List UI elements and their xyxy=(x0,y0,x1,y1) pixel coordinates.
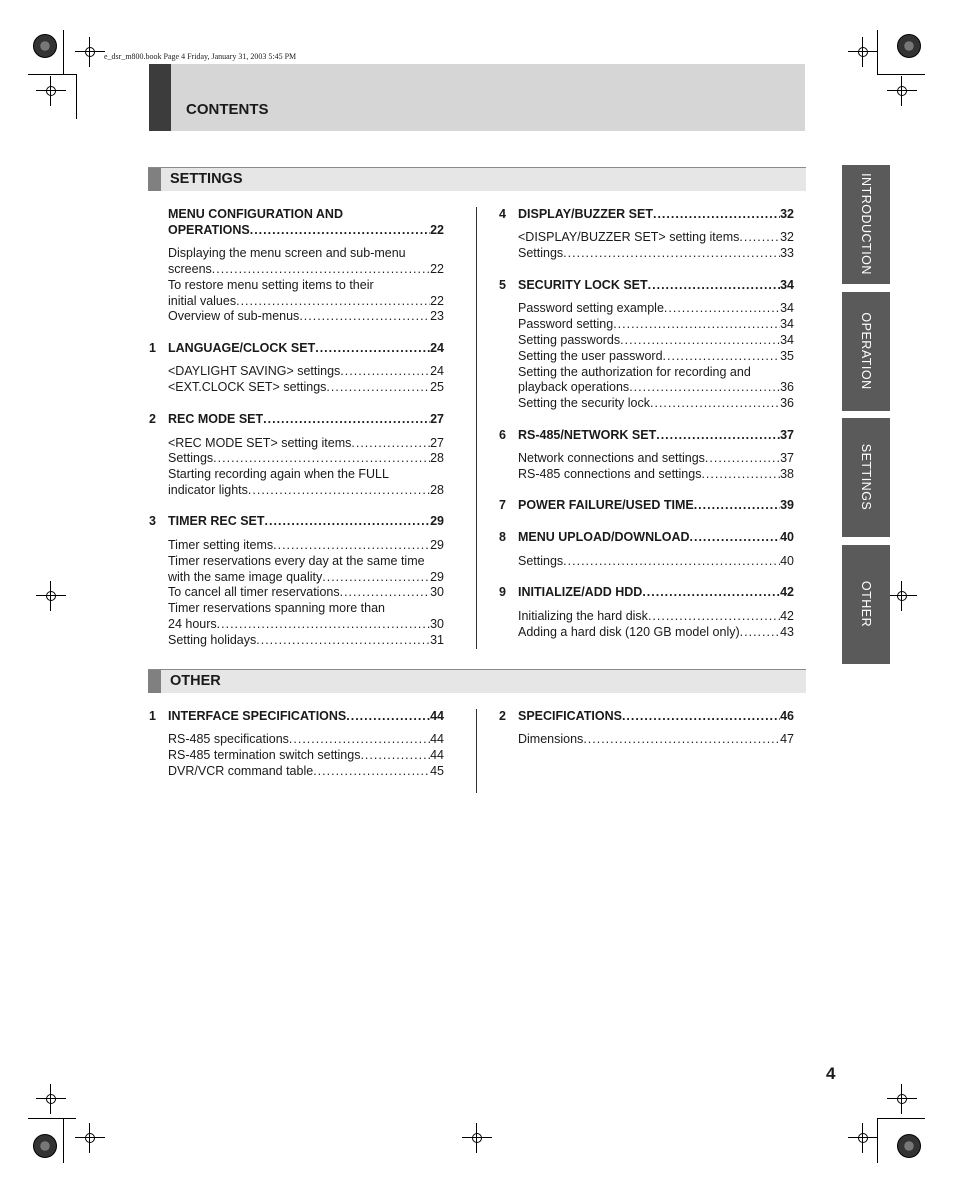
page-ref: 40 xyxy=(780,554,794,568)
file-header: e_dsr_m800.book Page 4 Friday, January 31, 2003 5:45 PM xyxy=(104,52,297,61)
toc-entry[interactable] xyxy=(518,300,794,316)
toc-entry[interactable] xyxy=(168,616,444,632)
page-ref: 22 xyxy=(430,223,444,237)
chapter-entry[interactable] xyxy=(518,277,794,293)
entry-text: <DISPLAY/BUZZER SET> setting items xyxy=(518,230,740,244)
toc-entry[interactable] xyxy=(168,482,444,498)
entry-text: TIMER REC SET xyxy=(168,514,265,528)
chapter-title: MENU CONFIGURATION AND xyxy=(168,207,343,221)
toc-entry[interactable] xyxy=(168,569,444,585)
page-ref: 37 xyxy=(780,451,794,465)
page-ref: 43 xyxy=(780,625,794,639)
crosshair-icon xyxy=(83,1131,97,1145)
entry-text: MENU UPLOAD/DOWNLOAD xyxy=(518,530,690,544)
entry-text: playback operations xyxy=(518,380,630,394)
side-tab-operation[interactable] xyxy=(842,292,890,411)
page-ref: 27 xyxy=(430,436,444,450)
toc-entry-line[interactable]: Displaying the menu screen and sub-menu xyxy=(168,246,406,260)
toc-entry[interactable] xyxy=(168,584,444,600)
toc-entry-line[interactable]: To restore menu setting items to their xyxy=(168,278,374,292)
side-tab-other[interactable] xyxy=(842,545,890,664)
entry-text: Password setting xyxy=(518,317,614,331)
chapter-number: 7 xyxy=(499,498,506,512)
page-ref: 25 xyxy=(430,380,444,394)
entry-text: To cancel all timer reservations xyxy=(168,585,340,599)
page-ref: 44 xyxy=(430,732,444,746)
entry-text: Overview of sub-menus xyxy=(168,309,300,323)
entry-text: initial values xyxy=(168,294,237,308)
toc-entry[interactable] xyxy=(518,450,794,466)
crosshair-icon xyxy=(44,84,58,98)
section-accent xyxy=(148,168,161,191)
toc-entry[interactable] xyxy=(518,379,794,395)
page-ref: 23 xyxy=(430,309,444,323)
page-ref: 28 xyxy=(430,451,444,465)
page-ref: 34 xyxy=(780,317,794,331)
toc-entry[interactable] xyxy=(518,332,794,348)
entry-text: Adding a hard disk (120 GB model only) xyxy=(518,625,740,639)
entry-text: Setting holidays xyxy=(168,633,257,647)
toc-entry[interactable] xyxy=(168,435,444,451)
page-ref: 30 xyxy=(430,585,444,599)
toc-entry[interactable] xyxy=(168,731,444,747)
registration-wheel-icon xyxy=(33,1134,57,1158)
column-divider xyxy=(476,207,477,649)
toc-entry[interactable] xyxy=(168,632,444,648)
contents-header xyxy=(149,64,805,131)
entry-text: RS-485 connections and settings xyxy=(518,467,702,481)
header-accent xyxy=(149,64,171,131)
chapter-number: 1 xyxy=(149,341,156,355)
toc-entry[interactable] xyxy=(168,363,444,379)
registration-wheel-icon xyxy=(897,34,921,58)
toc-entry[interactable] xyxy=(518,316,794,332)
crosshair-icon xyxy=(44,589,58,603)
page-ref: 42 xyxy=(780,609,794,623)
toc-entry[interactable] xyxy=(168,379,444,395)
chapter-number: 5 xyxy=(499,278,506,292)
crosshair-icon xyxy=(895,589,909,603)
entry-text: <REC MODE SET> setting items xyxy=(168,436,352,450)
chapter-number: 2 xyxy=(149,412,156,426)
toc-entry-line[interactable]: Timer reservations spanning more than xyxy=(168,601,385,615)
crosshair-icon xyxy=(895,84,909,98)
page-ref: 29 xyxy=(430,514,444,528)
page-ref: 44 xyxy=(430,748,444,762)
page-ref: 27 xyxy=(430,412,444,426)
toc-entry[interactable] xyxy=(518,229,794,245)
toc-entry[interactable] xyxy=(168,293,444,309)
chapter-entry[interactable] xyxy=(518,584,794,600)
page-ref: 29 xyxy=(430,538,444,552)
entry-text: RS-485/NETWORK SET xyxy=(518,428,657,442)
toc-entry[interactable] xyxy=(168,222,444,238)
crosshair-icon xyxy=(856,1131,870,1145)
page-ref: 40 xyxy=(780,530,794,544)
side-tab-label: OTHER xyxy=(859,580,873,628)
chapter-entry[interactable] xyxy=(518,708,794,724)
page-number: 4 xyxy=(826,1064,836,1083)
crosshair-icon xyxy=(856,45,870,59)
chapter-entry[interactable] xyxy=(518,497,794,513)
page-ref: 22 xyxy=(430,294,444,308)
column-divider xyxy=(476,709,477,793)
chapter-number: 1 xyxy=(149,709,156,723)
toc-entry[interactable] xyxy=(518,348,794,364)
toc-entry-line[interactable]: Setting the authorization for recording and xyxy=(518,365,751,379)
entry-text: INITIALIZE/ADD HDD xyxy=(518,585,643,599)
toc-entry[interactable] xyxy=(168,747,444,763)
section-accent xyxy=(148,670,161,693)
toc-entry[interactable] xyxy=(518,731,794,747)
toc-entry[interactable] xyxy=(168,537,444,553)
chapter-entry[interactable] xyxy=(168,708,444,724)
page-ref: 44 xyxy=(430,709,444,723)
toc-entry[interactable] xyxy=(518,553,794,569)
page-ref: 28 xyxy=(430,483,444,497)
section-title: OTHER xyxy=(170,673,221,689)
entry-text: with the same image quality xyxy=(168,570,323,584)
toc-entry[interactable] xyxy=(518,245,794,261)
entry-text: <DAYLIGHT SAVING> settings xyxy=(168,364,341,378)
chapter-number: 9 xyxy=(499,585,506,599)
page-title: CONTENTS xyxy=(186,101,269,118)
entry-text: Dimensions xyxy=(518,732,584,746)
page-ref: 35 xyxy=(780,349,794,363)
page-ref: 34 xyxy=(780,301,794,315)
toc-entry[interactable] xyxy=(518,466,794,482)
entry-text: OPERATIONS xyxy=(168,223,250,237)
page-ref: 36 xyxy=(780,380,794,394)
entry-text: DVR/VCR command table xyxy=(168,764,314,778)
entry-text: Password setting example xyxy=(518,301,664,315)
page-ref: 46 xyxy=(780,709,794,723)
chapter-entry[interactable] xyxy=(518,529,794,545)
entry-text: Setting the security lock xyxy=(518,396,651,410)
entry-text: RS-485 termination switch settings xyxy=(168,748,361,762)
crosshair-icon xyxy=(895,1092,909,1106)
page-ref: 36 xyxy=(780,396,794,410)
page-ref: 45 xyxy=(430,764,444,778)
toc-entry[interactable] xyxy=(168,261,444,277)
entry-text: Settings xyxy=(518,554,564,568)
entry-text: Setting passwords xyxy=(518,333,621,347)
page-ref: 29 xyxy=(430,570,444,584)
page-ref: 24 xyxy=(430,341,444,355)
entry-text: REC MODE SET xyxy=(168,412,264,426)
page-ref: 38 xyxy=(780,467,794,481)
page-ref: 39 xyxy=(780,498,794,512)
side-tab-introduction[interactable] xyxy=(842,165,890,284)
chapter-entry[interactable] xyxy=(168,340,444,356)
chapter-entry[interactable] xyxy=(518,206,794,222)
page-ref: 34 xyxy=(780,278,794,292)
side-tab-label: SETTINGS xyxy=(859,443,873,511)
registration-wheel-icon xyxy=(33,34,57,58)
toc-entry[interactable] xyxy=(518,608,794,624)
toc-entry[interactable] xyxy=(168,450,444,466)
chapter-number: 4 xyxy=(499,207,506,221)
side-tab-settings[interactable] xyxy=(842,418,890,537)
section-settings xyxy=(148,167,806,191)
page-ref: 34 xyxy=(780,333,794,347)
registration-wheel-icon xyxy=(897,1134,921,1158)
crosshair-icon xyxy=(470,1131,484,1145)
page-ref: 33 xyxy=(780,246,794,260)
entry-text: RS-485 specifications xyxy=(168,732,289,746)
chapter-entry[interactable] xyxy=(518,427,794,443)
entry-text: 24 hours xyxy=(168,617,217,631)
entry-text: DISPLAY/BUZZER SET xyxy=(518,207,653,221)
entry-text: Settings xyxy=(518,246,564,260)
toc-entry-line[interactable]: Timer reservations every day at the same time xyxy=(168,554,425,568)
entry-text: LANGUAGE/CLOCK SET xyxy=(168,341,316,355)
toc-entry[interactable] xyxy=(518,624,794,640)
page-ref: 32 xyxy=(780,207,794,221)
entry-text: Network connections and settings xyxy=(518,451,705,465)
page-ref: 31 xyxy=(430,633,444,647)
entry-text: Timer setting items xyxy=(168,538,274,552)
entry-text: Settings xyxy=(168,451,214,465)
chapter-number: 2 xyxy=(499,709,506,723)
entry-text: SPECIFICATIONS xyxy=(518,709,622,723)
page-ref: 22 xyxy=(430,262,444,276)
entry-text: INTERFACE SPECIFICATIONS xyxy=(168,709,347,723)
entry-text: POWER FAILURE/USED TIME xyxy=(518,498,694,512)
chapter-entry[interactable] xyxy=(168,411,444,427)
entry-text: screens xyxy=(168,262,212,276)
entry-text: indicator lights xyxy=(168,483,248,497)
page-ref: 37 xyxy=(780,428,794,442)
side-tab-label: INTRODUCTION xyxy=(859,173,873,275)
section-other xyxy=(148,669,806,693)
page-ref: 42 xyxy=(780,585,794,599)
side-tab-label: OPERATION xyxy=(859,312,873,390)
chapter-entry[interactable] xyxy=(168,513,444,529)
chapter-number: 6 xyxy=(499,428,506,442)
entry-text: SECURITY LOCK SET xyxy=(518,278,648,292)
page-ref: 24 xyxy=(430,364,444,378)
chapter-number: 3 xyxy=(149,514,156,528)
entry-text: Setting the user password xyxy=(518,349,663,363)
toc-entry[interactable] xyxy=(168,308,444,324)
toc-entry-line[interactable]: Starting recording again when the FULL xyxy=(168,467,389,481)
page-ref: 47 xyxy=(780,732,794,746)
entry-text: Initializing the hard disk xyxy=(518,609,648,623)
toc-entry[interactable] xyxy=(168,763,444,779)
section-title: SETTINGS xyxy=(170,171,243,187)
chapter-number: 8 xyxy=(499,530,506,544)
entry-text: <EXT.CLOCK SET> settings xyxy=(168,380,327,394)
page-ref: 30 xyxy=(430,617,444,631)
page-ref: 32 xyxy=(780,230,794,244)
toc-entry[interactable] xyxy=(518,395,794,411)
crosshair-icon xyxy=(44,1092,58,1106)
crosshair-icon xyxy=(83,45,97,59)
